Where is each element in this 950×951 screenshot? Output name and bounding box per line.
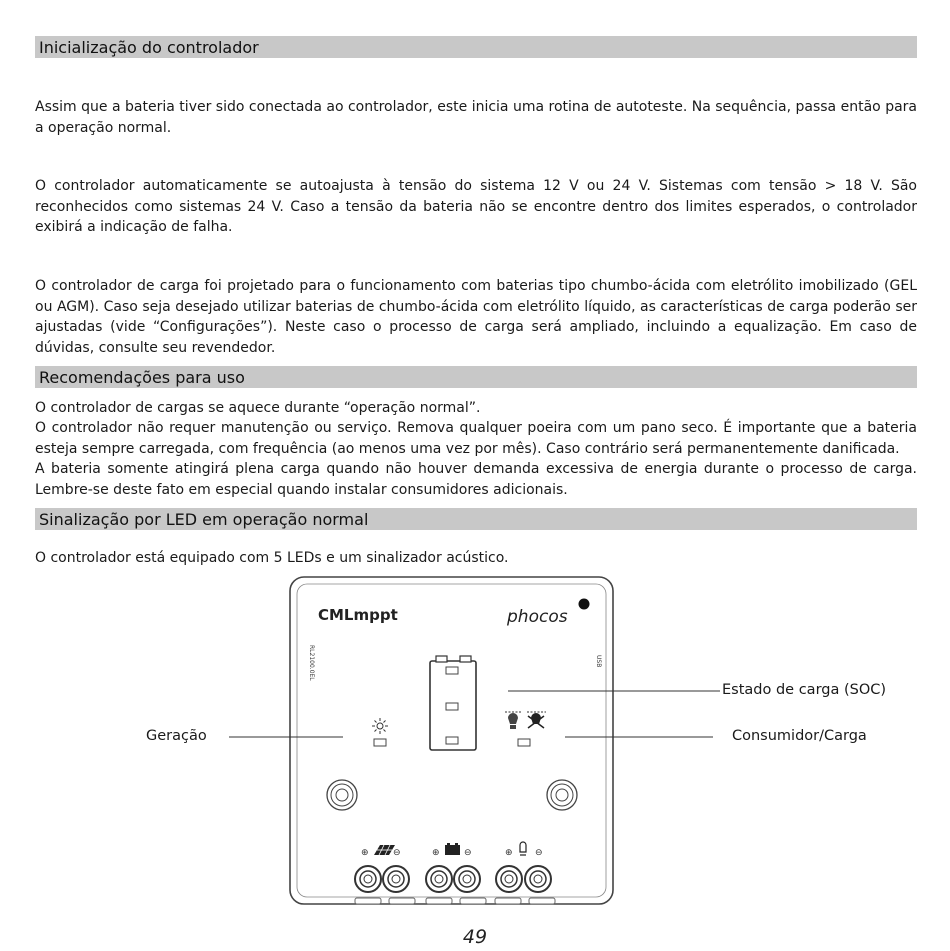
screw-terminal xyxy=(426,866,452,892)
usb-label: USB xyxy=(595,655,602,668)
terminal-minus-sign: ⊖ xyxy=(535,848,543,858)
screw-terminal xyxy=(355,866,381,892)
terminal-plus-sign: ⊕ xyxy=(361,848,369,858)
section-heading-recommendations: Recomendações para uso xyxy=(39,368,245,387)
section-heading-bar xyxy=(35,366,917,388)
bottom-tab xyxy=(389,898,415,904)
terminal-plus-sign: ⊕ xyxy=(505,848,513,858)
screw-terminal xyxy=(383,866,409,892)
bottom-tab xyxy=(495,898,521,904)
paragraph: O controlador automaticamente se autoajusta à tensão do sistema 12 V ou 24 V. Sistemas com tensão > 18 V. São reconhecidos como sistemas 24 V. Caso a tensão da bateria não se encontre dentro dos limites esperados, o controlador exibirá a indicação de falha. xyxy=(35,178,917,235)
generation-led xyxy=(374,739,386,746)
bottom-tab xyxy=(529,898,555,904)
bottom-tab xyxy=(460,898,486,904)
section-heading-initialization: Inicialização do controlador xyxy=(39,38,259,57)
section-heading-bar xyxy=(35,508,917,530)
callout-load: Consumidor/Carga xyxy=(732,728,867,744)
screw-terminal xyxy=(454,866,480,892)
soc-led-high xyxy=(446,667,458,674)
paragraph: O controlador não requer manutenção ou serviço. Remova qualquer poeira com um pano seco. É importante que a bateria esteja sempre carregada, com frequência (ao menos uma vez por mês). Caso contrário será permanentemente danificada. xyxy=(35,420,917,457)
terminal-plus-sign: ⊕ xyxy=(432,848,440,858)
section-heading-led-signals: Sinalização por LED em operação normal xyxy=(39,510,369,529)
screw-terminal xyxy=(496,866,522,892)
paragraph: O controlador de cargas se aquece durante “operação normal”. xyxy=(35,400,481,416)
callout-generation: Geração xyxy=(146,728,207,744)
callout-soc: Estado de carga (SOC) xyxy=(722,682,887,698)
side-code: RL2100.0EL xyxy=(308,645,315,681)
paragraph: O controlador está equipado com 5 LEDs e um sinalizador acústico. xyxy=(35,550,509,566)
brand-logo: phocos xyxy=(507,607,568,627)
screw-terminal xyxy=(525,866,551,892)
terminal-minus-sign: ⊖ xyxy=(464,848,472,858)
page-number: 49 xyxy=(462,926,488,948)
paragraph: A bateria somente atingirá plena carga quando não houver demanda excessiva de energia durante o processo de carga. Lembre-se deste fato em especial quando instalar consumidores adicionais. xyxy=(35,461,917,498)
load-led xyxy=(518,739,530,746)
soc-led-low xyxy=(446,737,458,744)
paragraph: O controlador de carga foi projetado para o funcionamento com baterias tipo chumbo-ácida com eletrólito imobilizado (GEL ou AGM). Caso seja desejado utilizar baterias de chumbo-ácida com eletrólito líquido, as características de carga poderão ser ajustadas (vide “Configurações”). Neste caso o processo de carga será ampliado, incluindo a equalização. Em caso de dúvidas, consulte seu revendedor. xyxy=(35,278,917,356)
battery-soc-indicator xyxy=(430,656,476,750)
brand-model: CMLmppt xyxy=(318,606,398,624)
section-heading-bar xyxy=(35,36,917,58)
bottom-tab xyxy=(355,898,381,904)
soc-led-mid xyxy=(446,703,458,710)
brand-dot xyxy=(579,599,590,610)
paragraph: Assim que a bateria tiver sido conectada ao controlador, este inicia uma rotina de autoteste. Na sequência, passa então para a operação normal. xyxy=(35,99,917,136)
terminal-minus-sign: ⊖ xyxy=(393,848,401,858)
bottom-tab xyxy=(426,898,452,904)
